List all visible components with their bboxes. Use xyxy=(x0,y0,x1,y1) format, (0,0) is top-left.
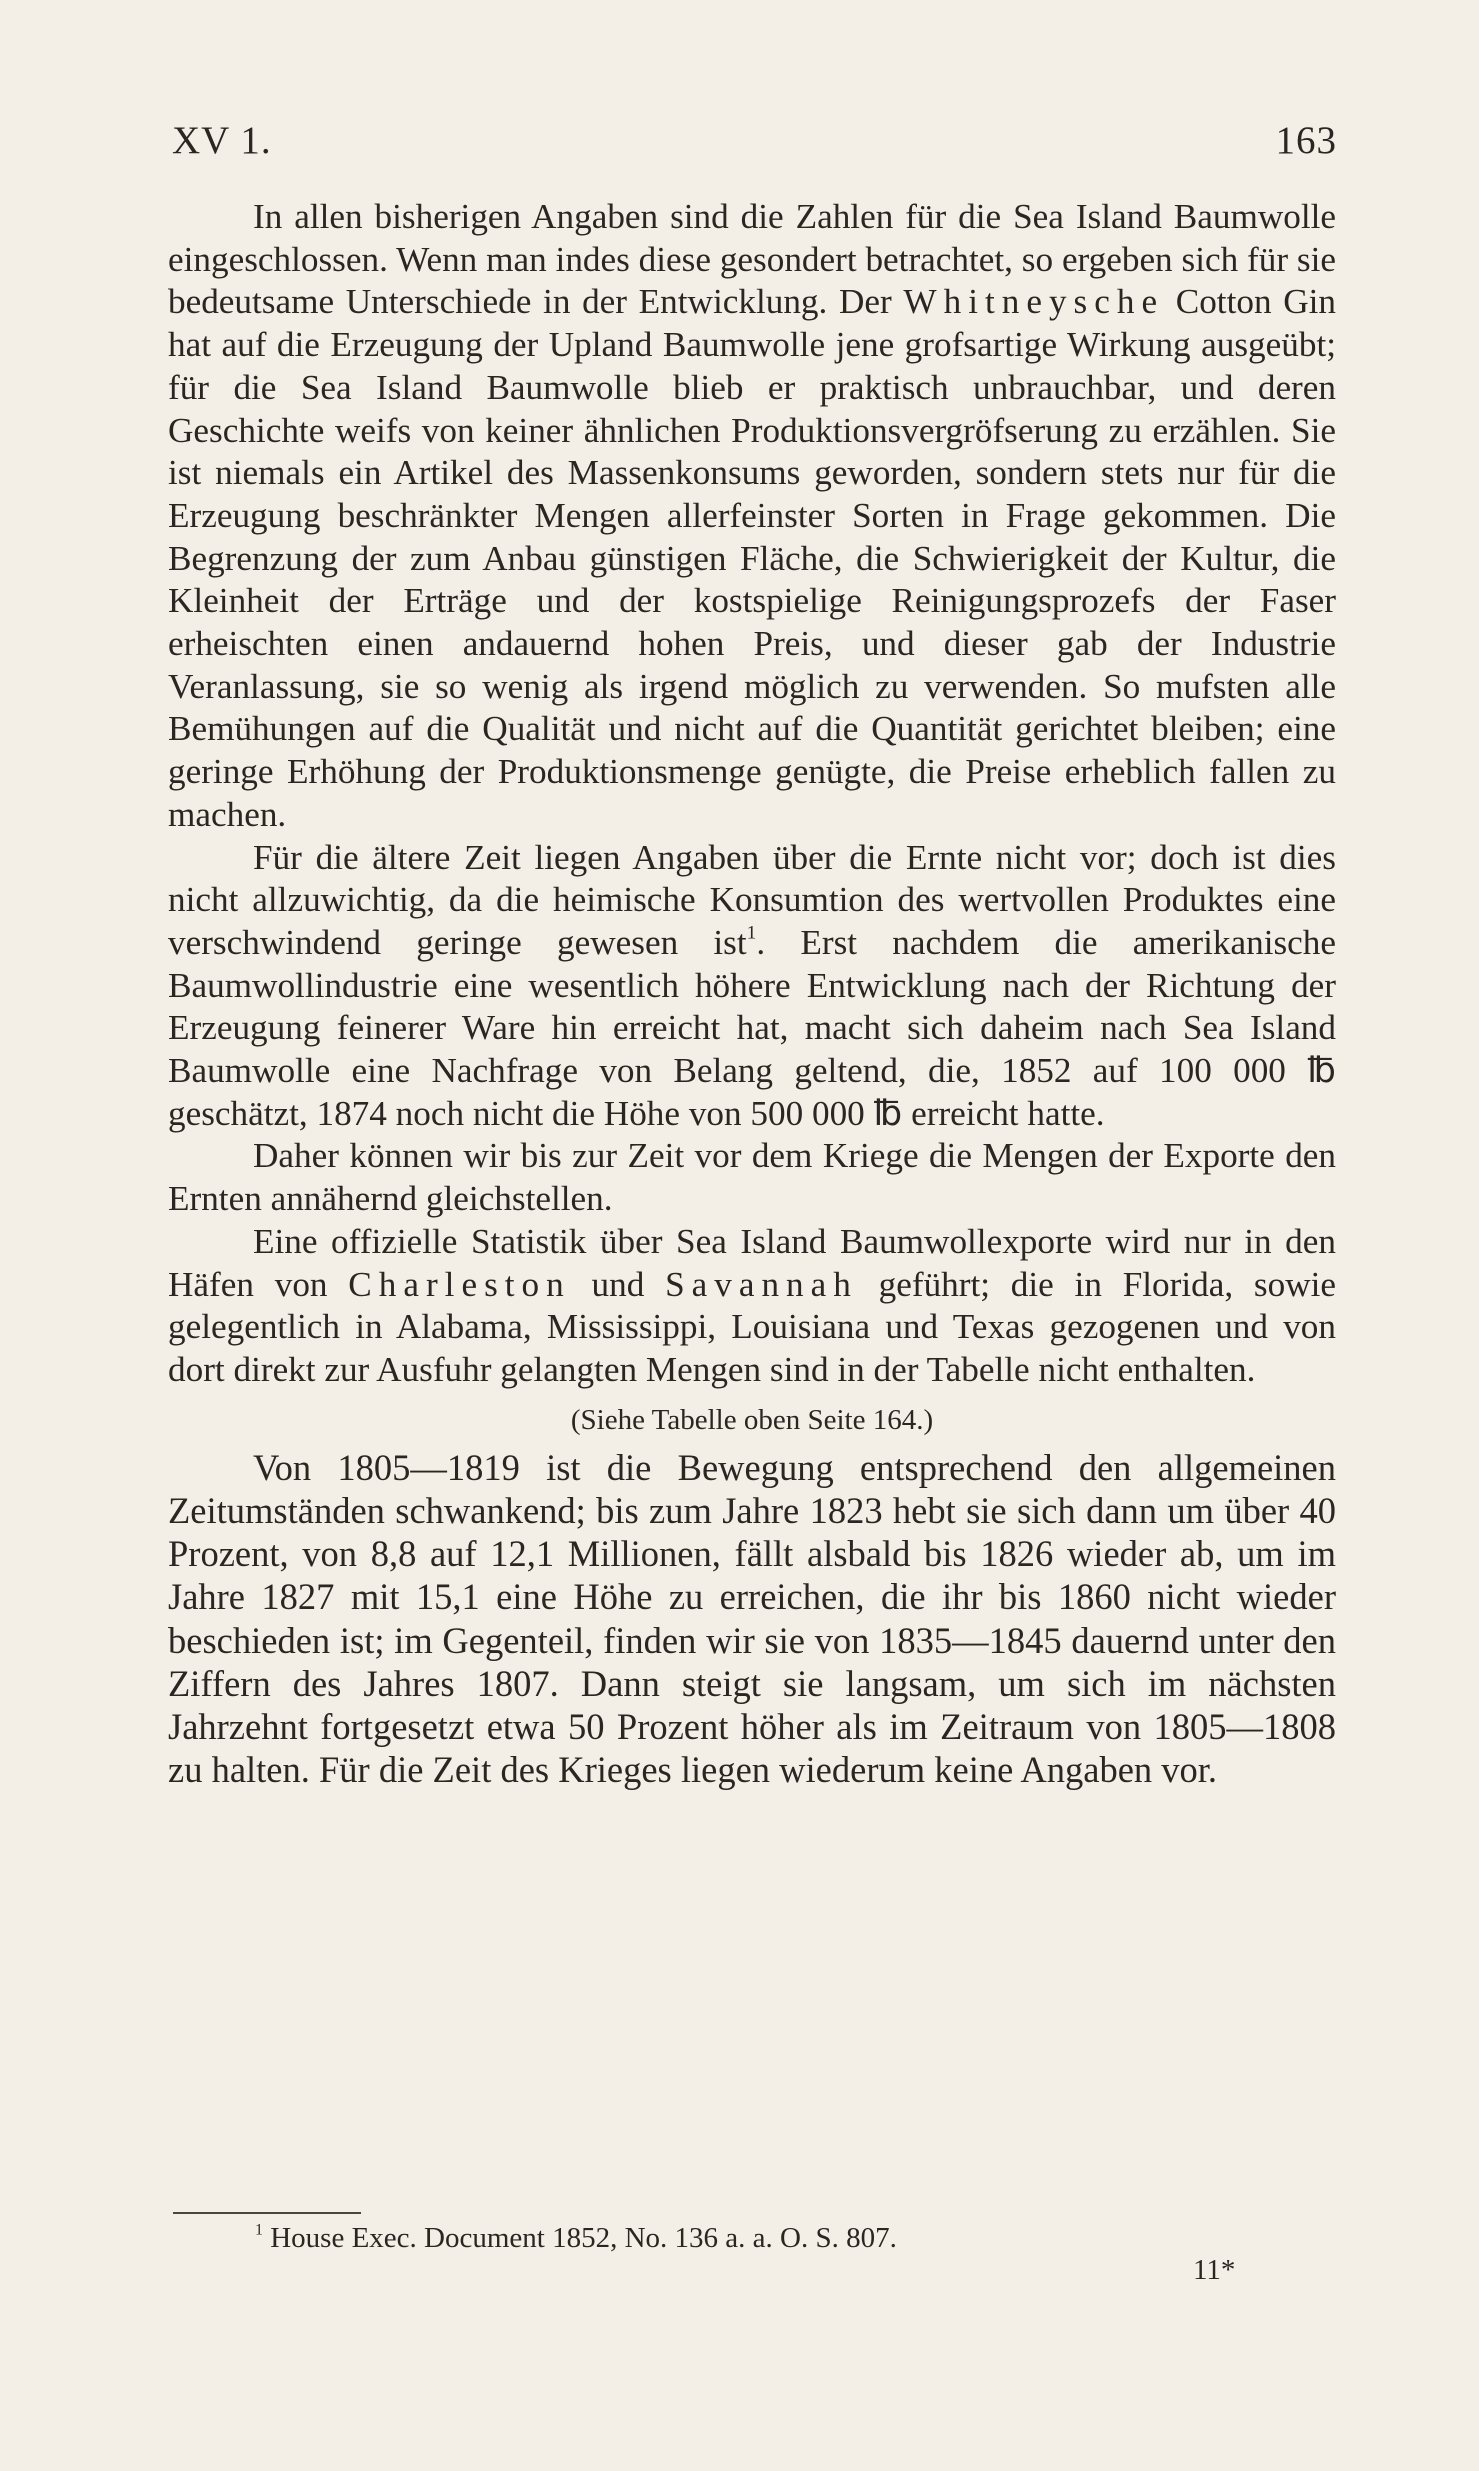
paragraph-3: Daher können wir bis zur Zeit vor dem Kriege die Mengen der Exporte den Ernten annähernd gleichstellen. xyxy=(168,1136,1336,1219)
paragraph-4: Eine offizielle Statistik über Sea Island Baumwollexporte wird nur in den Häfen von Charleston und Savannah geführt; die in Florida, sowie gelegentlich in Alabama, Mississippi, Louisiana und Texas gezogenen und von dort direkt zur Ausfuhr gelangten Mengen sind in der Tabelle nicht enthalten. xyxy=(168,1221,1337,1389)
paragraph-2: Für die ältere Zeit liegen Angaben über die Ernte nicht vor; doch ist dies nicht allzuwichtig, da die heimische Konsumtion des wertvollen Produktes eine verschwindend geringe gewesen ist$^1$. Erst nachdem die amerikanische Baumwollindustrie eine wesentlich höhere Entwicklung nach der Richtung der Erzeugung feinerer Ware hin erreicht hat, macht sich daheim nach Sea Island Baumwolle eine Nachfrage von Belang geltend, die, 1852 auf 100 000 ℔ geschätzt, 1874 noch nicht die Höhe von 500 000 ℔ erreicht hatte. xyxy=(168,837,1336,1133)
spaced-name: Whitneysche xyxy=(903,282,1165,322)
table-reference-note: (Siehe Tabelle oben Seite 164.) xyxy=(570,1403,934,1436)
footnote-reference[interactable]: 1 xyxy=(746,922,757,944)
page-number: 163 xyxy=(1275,119,1337,162)
page-header xyxy=(172,118,1337,168)
footnote-rule xyxy=(173,2212,361,2214)
section-label: XV 1. xyxy=(172,119,272,162)
printer-signature: 11* xyxy=(1193,2254,1236,2286)
footnote-mark: 1 xyxy=(255,2221,263,2239)
paragraph-5: Von 1805—1819 ist die Bewegung entsprechend den allgemeinen Zeitumständen schwankend; bis zum Jahre 1823 hebt sie sich dann um über 40 Prozent, von 8,8 auf 12,1 Millionen, fällt alsbald bis 1826 wieder ab, um im Jahre 1827 mit 15,1 eine Höhe zu erreichen, die ihr bis 1860 nicht wieder beschieden ist; im Gegenteil, finden wir sie von 1835—1845 dauernd unter den Ziffern des Jahres 1807. Dann steigt sie langsam, um sich im nächsten Jahrzehnt fortgesetzt etwa 50 Prozent höher als im Zeitraum von 1805—1808 zu halten. Für die Zeit des Krieges liegen wiederum keine Angaben vor. xyxy=(168,1446,1336,1791)
city-charleston: Charleston xyxy=(348,1264,571,1304)
paragraph-1: In allen bisherigen Angaben sind die Zahlen für die Sea Island Baumwolle eingeschlossen. Wenn man indes diese gesondert betrachtet, so ergeben sich für sie bedeutsame Unterschiede in der Entwicklung. Der Whitneysche Cotton Gin hat auf die Erzeugung der Upland Baumwolle jene grofsartige Wirkung ausgeübt; für die Sea Island Baumwolle blieb er praktisch unbrauchbar, und deren Geschichte weifs von keiner ähnlichen Produktionsvergröfserung zu erzählen. Sie ist niemals ein Artikel des Massenkonsums geworden, sondern stets nur für die Erzeugung beschränkter Mengen allerfeinster Sorten in Frage gekommen. Die Begrenzung der zum Anbau günstigen Fläche, die Schwierigkeit der Kultur, die Kleinheit der Erträge und der kostspielige Reinigungsprozefs der Faser erheischten einen andauernd hohen Preis, und dieser gab der Industrie Veranlassung, sie so wenig als irgend möglich zu verwenden. So mufsten alle Bemühungen auf die Qualität und nicht auf die Quantität gerichtet bleiben; eine geringe Erhöhung der Produktionsmenge genügte, die Preise erheblich fallen zu machen. xyxy=(168,197,1336,834)
footnote-text: House Exec. Document 1852, No. 136 a. a. O. S. 807. xyxy=(270,2222,897,2254)
body-text xyxy=(168,196,1336,1791)
city-savannah: Savannah xyxy=(665,1264,858,1304)
footnote xyxy=(255,2222,897,2255)
